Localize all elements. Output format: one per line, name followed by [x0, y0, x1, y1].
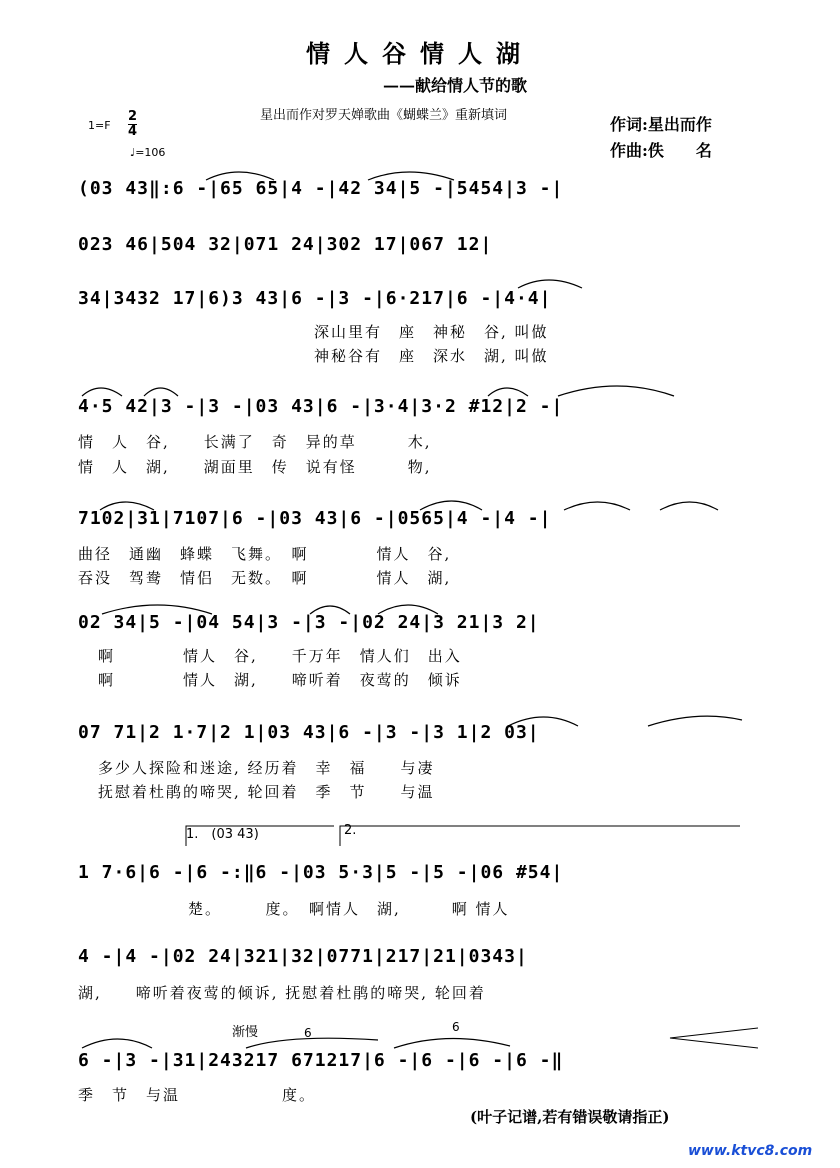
lyric-row-8: 楚。 度。 啊情人 湖, 啊 情人	[188, 900, 510, 918]
meter-top: 2	[128, 109, 138, 124]
volta-second: 2.	[344, 823, 357, 838]
arrangement-note: 星出而作对罗天婵歌曲《蝴蝶兰》重新填词	[260, 108, 508, 123]
staff-row-4: 4·5 42|3 -|3 -|03 43|6 -|3·4|3·2 #12|2 -|	[78, 396, 564, 417]
staff-row-1: (03 43‖:6 -|65 65|4 -|42 34|5 -|5454|3 -|	[78, 178, 564, 199]
tempo-mark: ♩=106	[130, 146, 166, 159]
lyric-row-6-verse-1: 啊 情人 谷, 千万年 情人们 出入	[98, 647, 462, 665]
lyric-row-4-verse-2: 情 人 湖, 湖面里 传 说有怪 物,	[78, 458, 432, 476]
lyricist-credit: 作词:星出而作	[610, 115, 712, 134]
page-subtitle: ——献给情人节的歌	[382, 76, 527, 95]
page-title: 情人谷情人湖	[306, 39, 534, 68]
time-signature	[128, 110, 137, 139]
lyric-row-5-verse-1: 曲径 通幽 蜂蝶 飞舞。 啊 情人 谷,	[78, 545, 452, 563]
lyric-row-10: 季 节 与温 度。	[78, 1086, 317, 1104]
lyric-row-4-verse-1: 情 人 谷, 长满了 奇 异的草 木,	[78, 433, 432, 451]
lyric-row-7-verse-2: 抚慰着杜鹃的啼哭, 轮回着 季 节 与温	[98, 783, 435, 801]
composer-credit: 作曲:佚 名	[610, 141, 712, 160]
lyric-row-5-verse-2: 吞没 驾鸯 情侣 无数。 啊 情人 湖,	[78, 569, 452, 587]
meter-bottom: 4	[128, 124, 138, 139]
transcriber-note: (叶子记谱,若有错误敬请指正)	[470, 1108, 670, 1126]
volta-brackets	[184, 824, 744, 848]
staff-row-2: 023 46|504 32|071 24|302 17|067 12|	[78, 234, 493, 255]
lyric-row-3-verse-2: 神秘谷有 座 深水 湖, 叫做	[314, 347, 549, 365]
staff-row-3: 34|3432 17|6)3 43|6 -|3 -|6·217|6 -|4·4|	[78, 288, 552, 309]
lyric-row-3-verse-1: 深山里有 座 神秘 谷, 叫做	[314, 323, 549, 341]
staff-row-10: 6 -|3 -|31|243217 671217|6 -|6 -|6 -|6 -‖	[78, 1050, 564, 1071]
ritardando-mark: 渐慢	[232, 1025, 259, 1040]
staff-row-7: 07 71|2 1·7|2 1|03 43|6 -|3 -|3 1|2 03|	[78, 722, 540, 743]
staff-row-8: 1 7·6|6 -|6 -:‖6 -|03 5·3|5 -|5 -|06 #54|	[78, 862, 564, 883]
lyric-row-7-verse-1: 多少人探险和迷途, 经历着 幸 福 与凄	[98, 759, 435, 777]
sextuplet-mark-2: 6	[452, 1020, 460, 1034]
key-signature: 1=F	[88, 119, 111, 132]
staff-row-9: 4 -|4 -|02 24|321|32|0771|217|21|0343|	[78, 946, 528, 967]
staff-row-5: 7102|31|7107|6 -|03 43|6 -|0565|4 -|4 -|	[78, 508, 552, 529]
sextuplet-mark-1: 6	[304, 1026, 312, 1040]
lyric-row-9: 湖, 啼听着夜莺的倾诉, 抚慰着杜鹃的啼哭, 轮回着	[78, 984, 486, 1002]
lyric-row-6-verse-2: 啊 情人 湖, 啼听着 夜莺的 倾诉	[98, 671, 462, 689]
volta-first: 1. (03 43)	[186, 827, 259, 842]
site-watermark: www.ktvc8.com	[688, 1143, 813, 1159]
staff-row-6: 02 34|5 -|04 54|3 -|3 -|02 24|3 21|3 2|	[78, 612, 540, 633]
